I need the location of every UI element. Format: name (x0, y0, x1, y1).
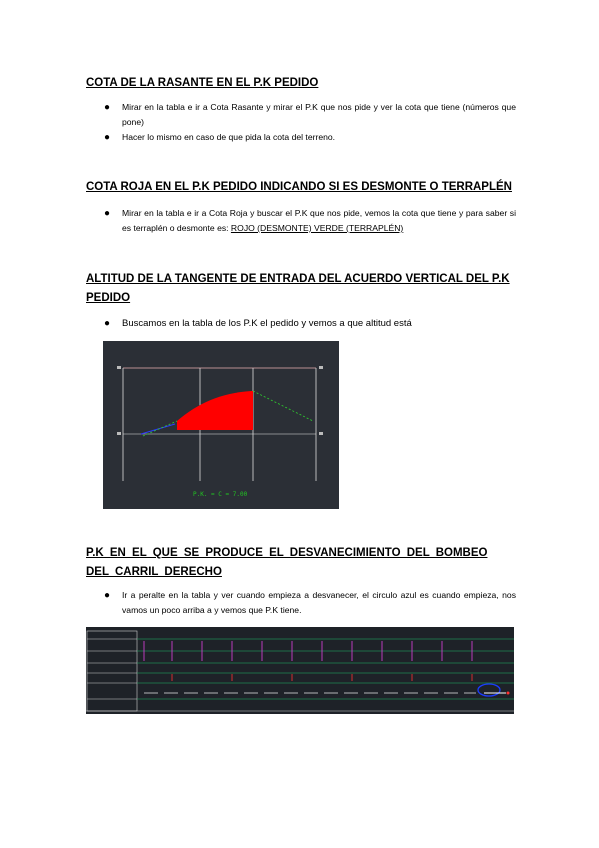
section-heading-cota-roja: COTA ROJA EN EL P.K PEDIDO INDICANDO SI ES DESMONTE O TERRAPLÉN (86, 181, 512, 193)
bullet-text: Mirar en la tabla e ir a Cota Rasante y mirar el P.K que nos pide y ver la cota que tiene (números que pone) (122, 102, 516, 127)
bullet-icon: ● (104, 102, 111, 113)
section-heading-desvanecimiento-bombeo: P.K EN EL QUE SE PRODUCE EL DESVANECIMIENTO DEL BOMBEO DEL CARRIL DERECHO (86, 547, 488, 578)
list-item (104, 588, 516, 618)
bullet-icon: ● (104, 208, 111, 219)
bullet-icon: ● (104, 132, 111, 143)
profile-screenshot (103, 341, 339, 509)
list-item (104, 100, 516, 130)
profile-drawing (103, 341, 339, 509)
peralte-table-drawing (86, 627, 514, 714)
bullet-text: Buscamos en la tabla de los P.K el pedido y vemos a que altitud está (122, 318, 412, 329)
bullet-icon: ● (104, 590, 111, 601)
bullet-text: Hacer lo mismo en caso de que pida la cota del terreno. (122, 132, 336, 142)
section-heading-cota-rasante: COTA DE LA RASANTE EN EL P.K PEDIDO (86, 77, 319, 89)
bullet-text (122, 206, 516, 236)
list-item (104, 316, 516, 331)
bullet-text: Ir a peralte en la tabla y ver cuando empieza a desvanecer, el circulo azul es cuando empieza, nos vamos un poco arriba a y vemos que P.K tiene. (122, 590, 516, 615)
list-item (104, 206, 516, 236)
screenshot-caption: P.K. = C = 7.00 (193, 491, 248, 498)
peralte-table-screenshot (86, 627, 514, 714)
list-item (104, 130, 516, 145)
color-legend-text: ROJO (DESMONTE) VERDE (TERRAPLÉN) (230, 223, 404, 233)
section-heading-altitud-tangente: ALTITUD DE LA TANGENTE DE ENTRADA DEL ACUERDO VERTICAL DEL P.K PEDIDO (86, 273, 510, 304)
bullet-text-main: Mirar en la tabla e ir a Cota Roja y buscar el P.K que nos pide, vemos la cota que tiene y para saber si es terraplén o desmonte es: (122, 208, 516, 233)
bullet-icon: ● (104, 318, 111, 329)
